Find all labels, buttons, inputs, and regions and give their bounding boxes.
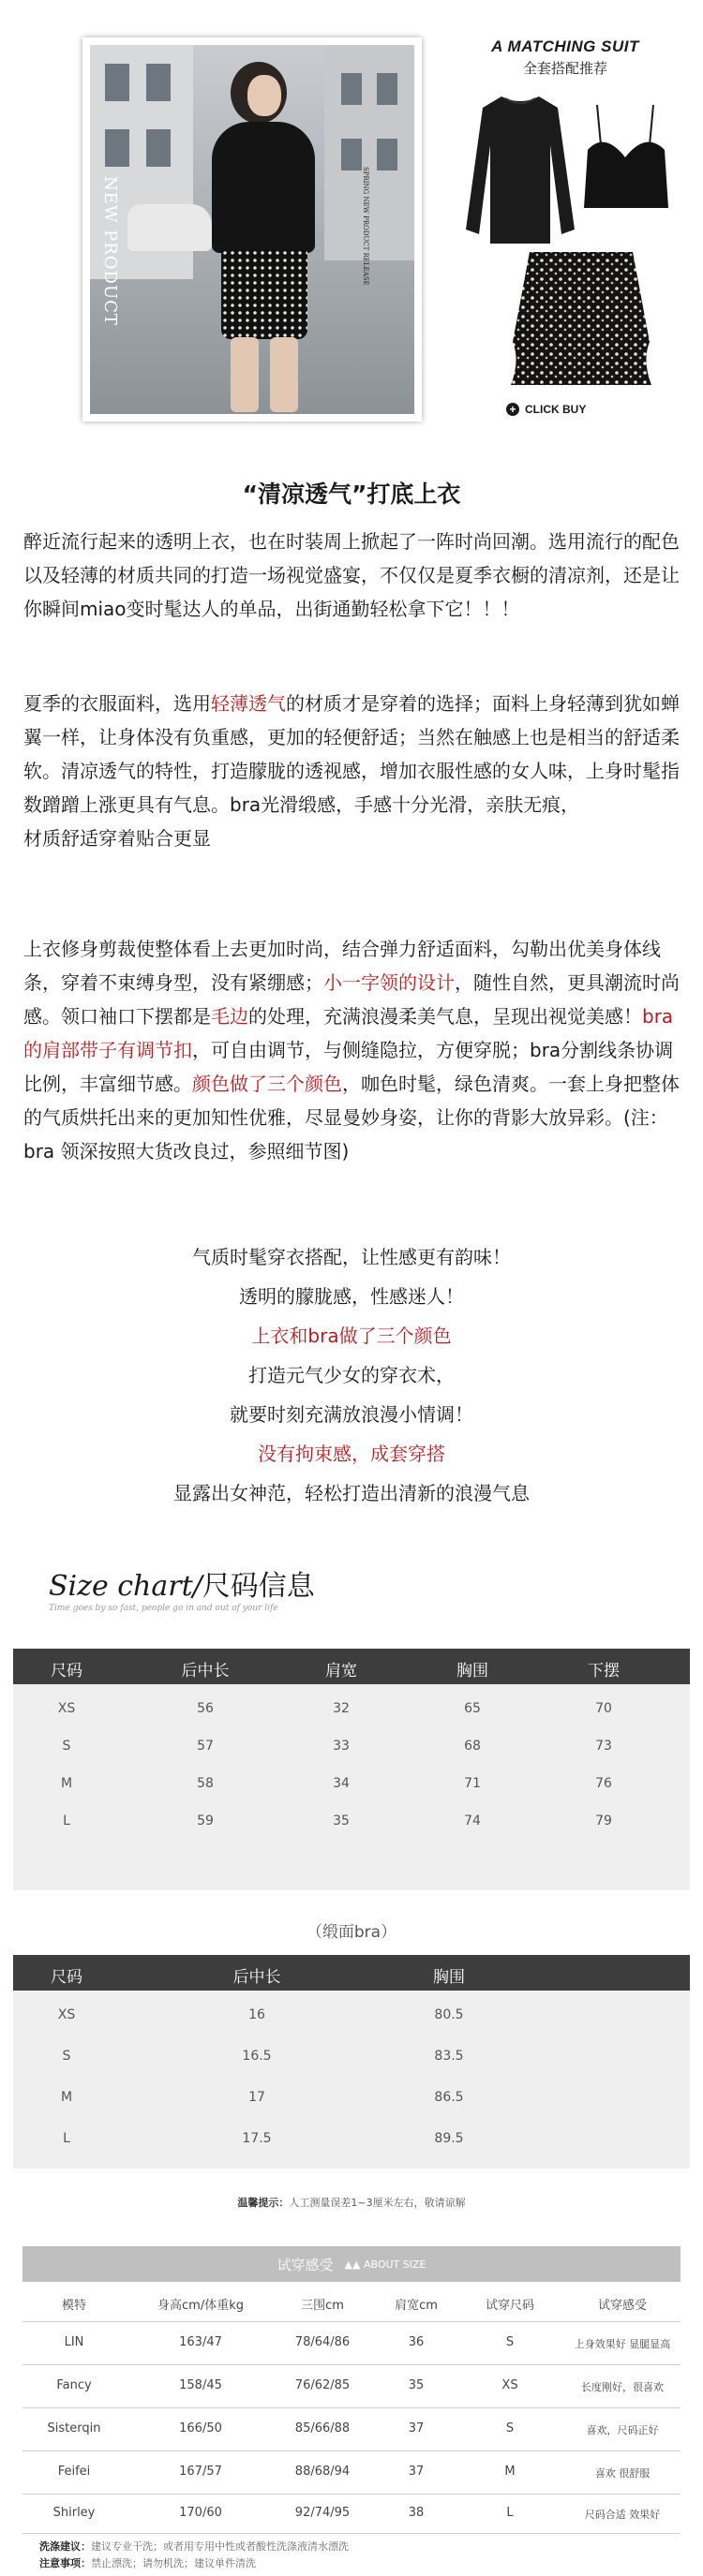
size-cell: S	[62, 2049, 71, 2064]
size-cell: M	[60, 2090, 73, 2105]
highlight-text: 小一字领的设计	[323, 971, 455, 994]
highlight-line: 打造元气少女的穿衣术，	[248, 1364, 455, 1386]
size-chart-tagline: Time goes by so fast, people go in and out of your life	[49, 1604, 278, 1613]
model-name: LIN	[64, 2335, 84, 2349]
paragraph-2-text: 的材质才是穿着的选择；面料上身轻薄到犹如蝉翼一样，让身体没有负重感，更加的轻便舒适；当然在触感上也是相当的舒适柔软。清凉透气的特性，打造朦胧的透视感，增加衣服性感的女人味，上身时髦指数蹭蹭上涨更具有气息。bra光滑缎感，手感十分光滑，亲肤无痕，	[23, 692, 680, 816]
building-window	[146, 129, 171, 167]
highlight-text: 毛边	[211, 1005, 248, 1028]
value-cell: 71	[464, 1776, 481, 1791]
size-cell: XS	[57, 2007, 76, 2022]
description-paragraph-1	[23, 525, 689, 626]
shoulder: 35	[408, 2378, 425, 2392]
click-buy-label: CLICK BUY	[525, 403, 587, 416]
fit-table-row	[22, 2364, 681, 2408]
fit-table-row	[22, 2407, 681, 2451]
fit-table-header	[22, 2246, 681, 2282]
highlight-text: 轻薄透气	[211, 692, 286, 715]
release-text: SPRING NEW PRODUCT RELEASE	[362, 167, 369, 286]
highlight-text: bra的肩部带子有调节扣	[23, 1005, 674, 1061]
value-cell: 17	[248, 2090, 265, 2105]
value-cell: 83.5	[434, 2049, 464, 2064]
height-weight: 167/57	[179, 2465, 222, 2479]
height-weight: 170/60	[179, 2506, 222, 2520]
column-header: 试穿感受	[597, 2299, 648, 2313]
value-cell: 70	[595, 1701, 612, 1716]
highlight-line: 气质时髦穿衣搭配，让性感更有韵味！	[192, 1246, 511, 1268]
header-cell: 肩宽	[325, 1662, 357, 1680]
fit-table-row	[22, 2450, 681, 2495]
washing-advice	[39, 2539, 349, 2554]
building-window	[377, 139, 397, 170]
description-title: “清凉透气”打底上衣	[242, 481, 461, 508]
value-cell: 76	[595, 1776, 612, 1791]
header-cell: 后中长	[232, 1968, 281, 1987]
shoulder: 37	[408, 2421, 425, 2435]
value-cell: 56	[197, 1701, 214, 1716]
fit-feedback: 长度刚好，很喜欢	[581, 2381, 664, 2393]
description-paragraph-2	[23, 687, 689, 855]
size-cell: M	[60, 1776, 73, 1791]
washing-label: 洗涤建议：	[39, 2540, 91, 2553]
shoulder: 37	[408, 2465, 425, 2479]
highlight-line: 透明的朦胧感，性感迷人！	[239, 1285, 464, 1308]
measurements: 85/66/88	[294, 2421, 351, 2435]
column-header: 三围cm	[301, 2299, 344, 2313]
paragraph-2-text: 夏季的衣服面料，选用	[23, 692, 211, 715]
header-cell: 胸围	[433, 1968, 465, 1987]
fit-table-row	[22, 2494, 681, 2534]
size-cell: L	[63, 1814, 70, 1828]
bra-caption: （缎面bra）	[306, 1923, 397, 1942]
paragraph-3-text: ，随性自然，更具潮流时尚感。领口袖口下摆都是	[23, 971, 680, 1028]
fit-title-cn: 试穿感受	[277, 2256, 334, 2273]
washing-text: 建议专业干洗；或者用专用中性或者酸性洗涤液清水漂洗	[91, 2540, 349, 2553]
table-body	[13, 1991, 690, 2169]
size-chart-title-en: Size chart/	[49, 1570, 202, 1603]
model-leg	[270, 337, 298, 412]
value-cell: 74	[464, 1814, 481, 1828]
floral-skirt-image	[501, 248, 661, 389]
header-cell: 尺码	[51, 1968, 82, 1987]
model-name: Feifei	[57, 2465, 91, 2479]
value-cell: 57	[197, 1739, 214, 1754]
shoulder: 38	[408, 2506, 425, 2520]
paragraph-1-text: 醉近流行起来的透明上衣，也在时装周上掀起了一阵时尚回潮。选用流行的配色以及轻薄的材质共同的打造一场视觉盛宴，不仅仅是夏季衣橱的清凉剂，还是让你瞬间miao变时髦达人的单品，出街通勤轻松拿下它！！！	[23, 530, 680, 620]
value-cell: 89.5	[434, 2131, 464, 2146]
care-label: 注意事项：	[39, 2557, 91, 2569]
measurements: 76/62/85	[294, 2378, 351, 2392]
building-window	[341, 73, 362, 105]
fit-feedback: 尺码合适 效果好	[584, 2509, 661, 2521]
street-photo	[90, 45, 414, 414]
size-chart-title	[49, 1562, 315, 1604]
model-face	[247, 75, 281, 116]
highlight-line: 显露出女神范，轻松打造出清新的浪漫气息	[173, 1482, 530, 1504]
building	[324, 45, 414, 260]
highlight-text: 颜色做了三个颜色	[192, 1073, 342, 1095]
header-cell: 后中长	[181, 1662, 230, 1680]
measurements: 88/68/94	[294, 2465, 351, 2479]
height-weight: 158/45	[179, 2378, 222, 2392]
value-cell: 73	[595, 1739, 612, 1754]
value-cell: 79	[595, 1814, 612, 1828]
measurements: 78/64/86	[294, 2335, 351, 2349]
column-header: 试穿尺码	[485, 2299, 535, 2313]
value-cell: 35	[333, 1814, 350, 1828]
size-cell: L	[63, 2131, 70, 2146]
paragraph-3-text: ，可自由调节，与侧缝隐拉，方便穿脱；bra分割线条协调比例，丰富细节感。	[23, 1039, 674, 1095]
paragraph-3-text: 把整体的气质烘托出来的更加知性优雅，尽显曼妙身姿，让你的背影大放异彩。(注：bra 领深按照大货改良过，参照细节图)	[23, 1073, 680, 1162]
column-header: 身高cm/体重kg	[157, 2299, 244, 2313]
fit-table-row	[22, 2321, 681, 2365]
fit-size: L	[506, 2506, 514, 2520]
value-cell: 65	[464, 1701, 481, 1716]
black-sweater-image	[464, 89, 576, 248]
model-name: Fancy	[56, 2378, 92, 2392]
size-chart-title-cn: 尺码信息	[202, 1570, 315, 1603]
fit-title-en: ▲▲ ABOUT SIZE	[344, 2258, 426, 2271]
size-cell: S	[62, 1739, 71, 1754]
paragraph-3-text: 上衣修身剪裁使整体看上去更加时尚，结合弹力舒适面料，勾勒出优美身体线条，穿着不束缚身型，没有紧绷感；	[23, 938, 661, 994]
building-window	[341, 139, 362, 170]
suit-title: A MATCHING SUIT	[491, 37, 639, 55]
highlight-line: 就要时刻充满放浪漫小情调！	[230, 1403, 473, 1426]
notice-text: 人工测量误差1~3厘米左右，敬请谅解	[289, 2197, 466, 2209]
header-cell: 下摆	[588, 1662, 620, 1680]
paragraph-3-text: 的处理，充满浪漫柔美气息，呈现出视觉美感！	[248, 1005, 642, 1028]
header-cell: 尺码	[51, 1662, 82, 1680]
building-window	[105, 64, 129, 101]
parked-car	[127, 204, 212, 251]
fit-feedback: 喜欢，尺码正好	[586, 2424, 659, 2436]
value-cell: 32	[333, 1701, 350, 1716]
shoulder: 36	[408, 2335, 425, 2349]
paragraph-2-tail: 材质舒适穿着贴合更显	[23, 827, 211, 850]
value-cell: 34	[333, 1776, 350, 1791]
fit-feedback: 喜欢 很舒服	[594, 2467, 651, 2480]
fit-size: S	[505, 2421, 515, 2435]
table-header	[13, 1649, 690, 1684]
fit-feedback: 上身效果好 显腿显高	[574, 2338, 671, 2350]
care-text: 禁止漂洗；请勿机洗；建议单件清洗	[91, 2557, 256, 2569]
fit-size: XS	[501, 2378, 518, 2392]
value-cell: 80.5	[434, 2007, 464, 2022]
model-name: Sisterqin	[47, 2421, 101, 2435]
fit-table-columns	[22, 2286, 681, 2321]
new-product-text: NEW PRODUCT	[100, 176, 120, 326]
value-cell: 33	[333, 1739, 350, 1754]
value-cell: 58	[197, 1776, 214, 1791]
value-cell: 17.5	[242, 2131, 272, 2146]
value-cell: 16.5	[242, 2049, 272, 2064]
header-cell: 胸围	[456, 1662, 488, 1680]
building-window	[105, 129, 129, 167]
value-cell: 16	[248, 2007, 265, 2022]
care-notes	[39, 2555, 256, 2570]
model-black-top	[212, 122, 315, 253]
fit-size: M	[504, 2465, 516, 2479]
height-weight: 163/47	[179, 2335, 222, 2349]
table-body	[13, 1684, 690, 1890]
highlight-line: 没有拘束感，成套穿搭	[258, 1443, 445, 1465]
divider	[22, 2533, 681, 2534]
value-cell: 68	[464, 1739, 481, 1754]
model-floral-skirt	[221, 249, 307, 339]
measurement-notice	[0, 2195, 703, 2210]
black-camisole-bra-image	[576, 103, 675, 215]
description-paragraph-3	[23, 932, 689, 1168]
fit-size: S	[505, 2335, 515, 2349]
table-header	[13, 1955, 690, 1991]
model-leg	[231, 337, 259, 412]
height-weight: 166/50	[179, 2421, 222, 2435]
hero-photo	[82, 37, 422, 422]
suit-subtitle: 全套搭配推荐	[522, 60, 607, 77]
column-header: 模特	[61, 2299, 87, 2313]
notice-label: 温馨提示：	[237, 2197, 290, 2209]
building-window	[146, 64, 171, 101]
highlight-line: 上衣和bra做了三个颜色	[251, 1325, 452, 1347]
value-cell: 59	[197, 1814, 214, 1828]
building-window	[377, 73, 397, 105]
value-cell: 86.5	[434, 2090, 464, 2105]
plus-icon: +	[506, 403, 519, 416]
model-name: Shirley	[52, 2506, 96, 2520]
paragraph-3-text: ，咖色时髦，绿色清爽。一套上身	[342, 1073, 623, 1095]
measurements: 92/74/95	[294, 2506, 351, 2520]
size-cell: XS	[57, 1701, 76, 1716]
column-header: 肩宽cm	[395, 2299, 438, 2313]
click-buy-button[interactable]	[506, 403, 586, 416]
